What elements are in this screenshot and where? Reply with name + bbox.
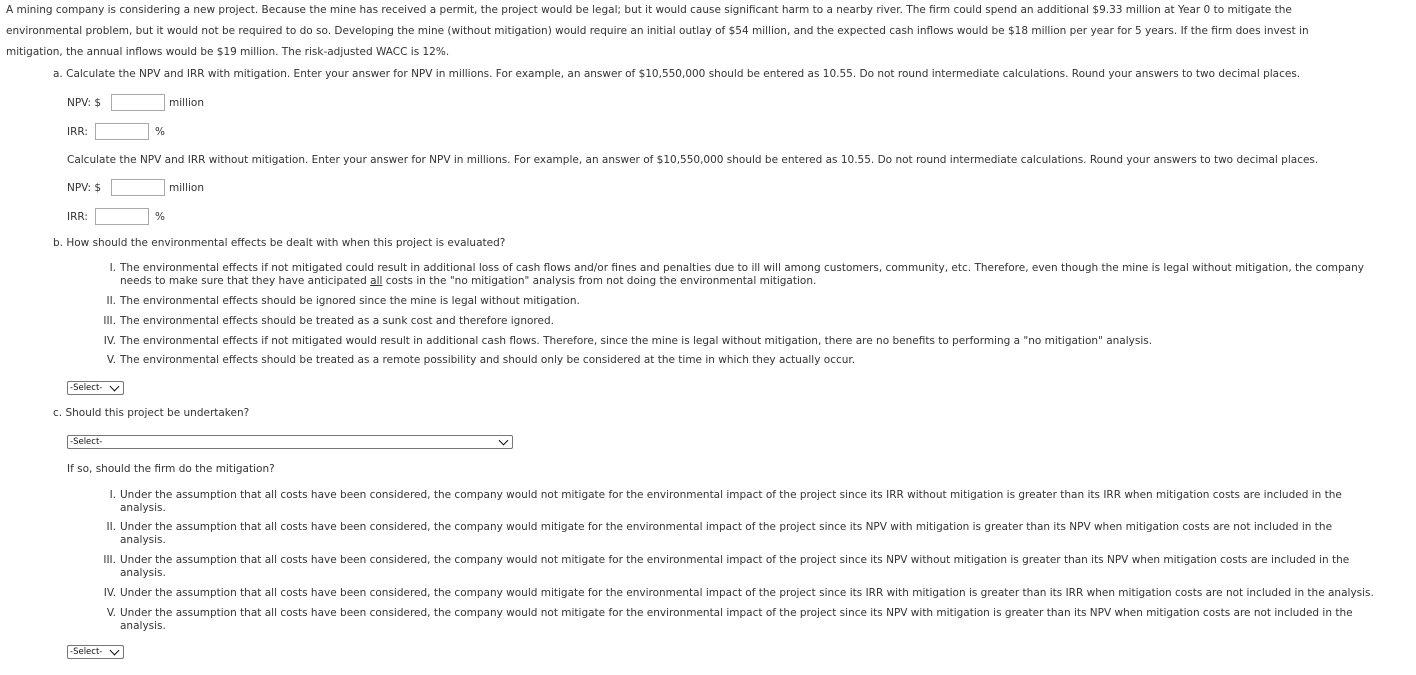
problem-statement-line: environmental problem, but it would not be required to do so. Developing the mine (without mitigation) would require an initial outlay of $54 million, and the expected cash inflows would be $18 million per year for 5 years. If the firm does invest in [6,25,1309,37]
part-c-question: c. Should this project be undertaken? [53,407,250,419]
part-b-answer-select[interactable] [67,381,124,395]
select-value: -Select- [70,437,103,447]
option-number: II. [106,295,116,307]
npv-with-label: NPV: $ [67,97,102,109]
part-c-undertake-select[interactable] [67,435,513,449]
option-text: Under the assumption that all costs have been considered, the company would mitigate for the environmental impact of the project since its IRR with mitigation is greater than its IRR when mitigation costs are not included in the analysis. [120,587,1374,599]
irr-with-label: IRR: [67,126,88,138]
option-text: Under the assumption that all costs have been considered, the company would mitigate for the environmental impact of the project since its NPV with mitigation is greater than its NPV when mitigation costs are not included in the [120,521,1333,533]
option-text: The environmental effects if not mitigated could result in additional loss of cash flows and/or fines and penalties due to ill will among customers, community, etc. Therefore, even though the mine is legal without mitigation, the company [120,262,1364,274]
option-text [120,275,816,288]
irr-without-unit: % [155,211,165,223]
problem-statement-line: A mining company is considering a new project. Because the mine has received a permit, the project would be legal; but it would cause significant harm to a nearby river. The firm could spend an additional $9.33 million at Year 0 to mitigate the [6,4,1292,16]
chevron-down-icon [110,645,120,655]
option-text: Under the assumption that all costs have been considered, the company would not mitigate for the environmental impact of the project since its NPV with mitigation is greater than its NPV when mitigation costs are not included in the [120,607,1353,619]
option-text: Under the assumption that all costs have been considered, the company would not mitigate for the environmental impact of the project since its IRR without mitigation is greater than its IRR when mitigation costs are included in the [120,489,1342,501]
option-text: Under the assumption that all costs have been considered, the company would not mitigate for the environmental impact of the project since its NPV without mitigation is greater than its NPV when mitigation costs are included in the [120,554,1350,566]
option-text: analysis. [120,502,166,514]
chevron-down-icon [110,381,120,391]
option-number: IV. [103,587,116,599]
option-number: II. [106,521,116,533]
part-c-mitigation-select[interactable] [67,645,124,659]
option-text-part: needs to make sure that they have anticipated [120,275,371,287]
irr-without-label: IRR: [67,211,88,223]
option-text-underlined: all [370,275,383,287]
option-number: IV. [103,335,116,347]
option-number: III. [103,315,116,327]
select-value: -Select- [70,383,103,393]
npv-without-mitigation-input[interactable] [111,179,165,196]
mitigation-question: If so, should the firm do the mitigation? [67,463,275,475]
option-text: The environmental effects should be ignored since the mine is legal without mitigation. [120,295,580,307]
part-a-instruction: a. Calculate the NPV and IRR with mitigation. Enter your answer for NPV in millions. For example, an answer of $10,550,000 should be entered as 10.55. Do not round intermediate calculations. Round your answers to two decimal places. [53,68,1301,80]
option-text: analysis. [120,534,166,546]
option-number: III. [103,554,116,566]
part-a-instruction-without: Calculate the NPV and IRR without mitigation. Enter your answer for NPV in millions. For example, an answer of $10,550,000 should be entered as 10.55. Do not round intermediate calculations. Round your answers to two decimal places. [67,154,1319,166]
option-text: analysis. [120,567,166,579]
option-text: The environmental effects should be treated as a remote possibility and should only be considered at the time in which they actually occur. [120,354,856,366]
option-number: V. [106,354,116,366]
irr-with-mitigation-input[interactable] [95,123,149,140]
problem-statement-line: mitigation, the annual inflows would be $19 million. The risk-adjusted WACC is 12%. [6,46,450,58]
problem-statement [6,0,1406,63]
option-number: V. [106,607,116,619]
npv-with-mitigation-input[interactable] [111,94,165,111]
option-text: analysis. [120,620,166,632]
option-number: I. [109,262,116,274]
option-text: The environmental effects if not mitigated would result in additional cash flows. Therefore, since the mine is legal without mitigation, there are no benefits to performing a "no mitigation" analysis. [120,335,1153,347]
irr-without-mitigation-input[interactable] [95,208,149,225]
option-text: The environmental effects should be treated as a sunk cost and therefore ignored. [120,315,554,327]
npv-without-unit: million [169,182,204,194]
part-b-question: b. How should the environmental effects be dealt with when this project is evaluated? [53,237,506,249]
irr-with-unit: % [155,126,165,138]
chevron-down-icon [499,435,509,445]
select-value: -Select- [70,647,103,657]
npv-without-label: NPV: $ [67,182,102,194]
option-number: I. [109,489,116,501]
option-text-part: costs in the "no mitigation" analysis from not doing the environmental mitigation. [382,275,817,287]
npv-with-unit: million [169,97,204,109]
